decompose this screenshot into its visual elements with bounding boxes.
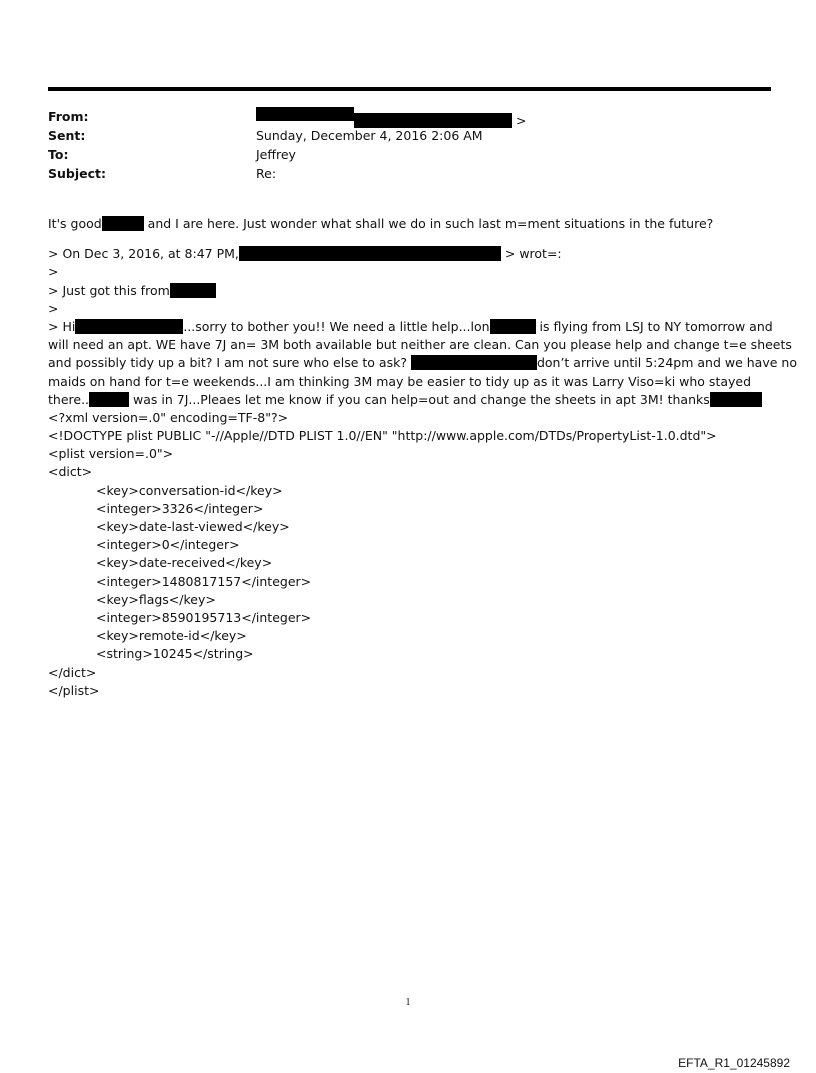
text-span: > Hi	[48, 318, 76, 334]
body-line	[48, 318, 778, 336]
xml-line: <key>remote-id</key>	[96, 628, 247, 644]
xml-line: <integer>3326</integer>	[96, 500, 264, 516]
body-line	[48, 245, 778, 263]
header-rule	[48, 87, 771, 91]
bates-number: EFTA_R1_01245892	[678, 1056, 790, 1070]
xml-line: <!DOCTYPE plist PUBLIC "-//Apple//DTD PLIST 1.0//EN" "http://www.apple.com/DTDs/PropertyList-1.0.dtd">	[48, 428, 717, 444]
text-span: was in 7J...Pleaes let me know if you can help=out and change the sheets in apt 3M! thanks	[133, 391, 710, 407]
text-span: > On Dec 3, 2016, at 8:47 PM,	[48, 246, 239, 262]
from-row	[48, 107, 771, 126]
subject-value: Re:	[256, 166, 277, 181]
text-span: and I are here. Just wonder what shall we do in such last m=ment situations in the future?	[147, 216, 714, 231]
redaction-box	[89, 392, 129, 407]
to-value: Jeffrey	[256, 147, 296, 162]
page-number: 1	[405, 997, 411, 1008]
body-line	[48, 282, 778, 300]
sent-row	[48, 126, 771, 145]
redaction-box	[75, 319, 183, 334]
redaction-box	[710, 392, 762, 407]
xml-line: <key>conversation-id</key>	[96, 482, 283, 498]
text-span: It's good	[48, 216, 102, 231]
redaction-box	[256, 107, 354, 121]
xml-line: <plist version=.0">	[48, 446, 174, 462]
redaction-box	[335, 246, 501, 261]
xml-line: <key>date-received</key>	[96, 555, 273, 571]
body-line: >	[48, 264, 59, 280]
text-span: ...sorry to bother you!! We need a little help...lon	[183, 318, 490, 334]
body-line: maids on hand for t=e weekends...I am thinking 3M may be easier to tidy up as it was Larry Viso=ki who stayed	[48, 373, 752, 389]
redaction-box	[102, 216, 144, 231]
xml-line: <dict>	[48, 464, 93, 480]
redaction-box	[411, 355, 537, 370]
text-span: don’t arrive until 5:24pm and we have no	[536, 355, 797, 371]
subject-row	[48, 164, 771, 183]
xml-line: <integer>8590195713</integer>	[96, 609, 312, 625]
email-body	[48, 215, 797, 700]
xml-line: </plist>	[48, 682, 100, 698]
sent-label: Sent:	[48, 128, 86, 143]
body-line	[48, 354, 797, 372]
body-line	[48, 391, 778, 409]
to-row	[48, 145, 771, 164]
body-line: >	[48, 300, 59, 316]
redaction-box	[170, 283, 216, 298]
redaction-box	[239, 246, 335, 261]
from-label: From:	[48, 109, 89, 124]
text-span: > wrot=:	[504, 246, 562, 262]
xml-line: <key>flags</key>	[96, 591, 216, 607]
xml-line: </dict>	[48, 664, 97, 680]
xml-line: <integer>0</integer>	[96, 537, 240, 553]
redaction-box	[490, 319, 536, 334]
text-span: is flying from LSJ to NY tomorrow and	[539, 318, 773, 334]
to-label: To:	[48, 147, 69, 162]
xml-line: <string>10245</string>	[96, 646, 254, 662]
subject-label: Subject:	[48, 166, 106, 181]
xml-line: <key>date-last-viewed</key>	[96, 519, 290, 534]
body-line	[48, 215, 778, 233]
from-suffix: >	[515, 113, 527, 128]
xml-line: <?xml version=.0" encoding=TF-8"?>	[48, 409, 289, 425]
text-span: > Just got this from	[48, 282, 170, 298]
email-header	[48, 107, 771, 183]
text-span: and possibly tidy up a bit? I am not sure who else to ask?	[48, 355, 407, 371]
xml-line: <integer>1480817157</integer>	[96, 573, 312, 589]
body-line: will need an apt. WE have 7J an= 3M both available but neither are clean. Can you please help and change t=e sheets	[48, 337, 792, 353]
sent-value: Sunday, December 4, 2016 2:06 AM	[256, 128, 483, 143]
text-span: there..	[48, 391, 90, 407]
